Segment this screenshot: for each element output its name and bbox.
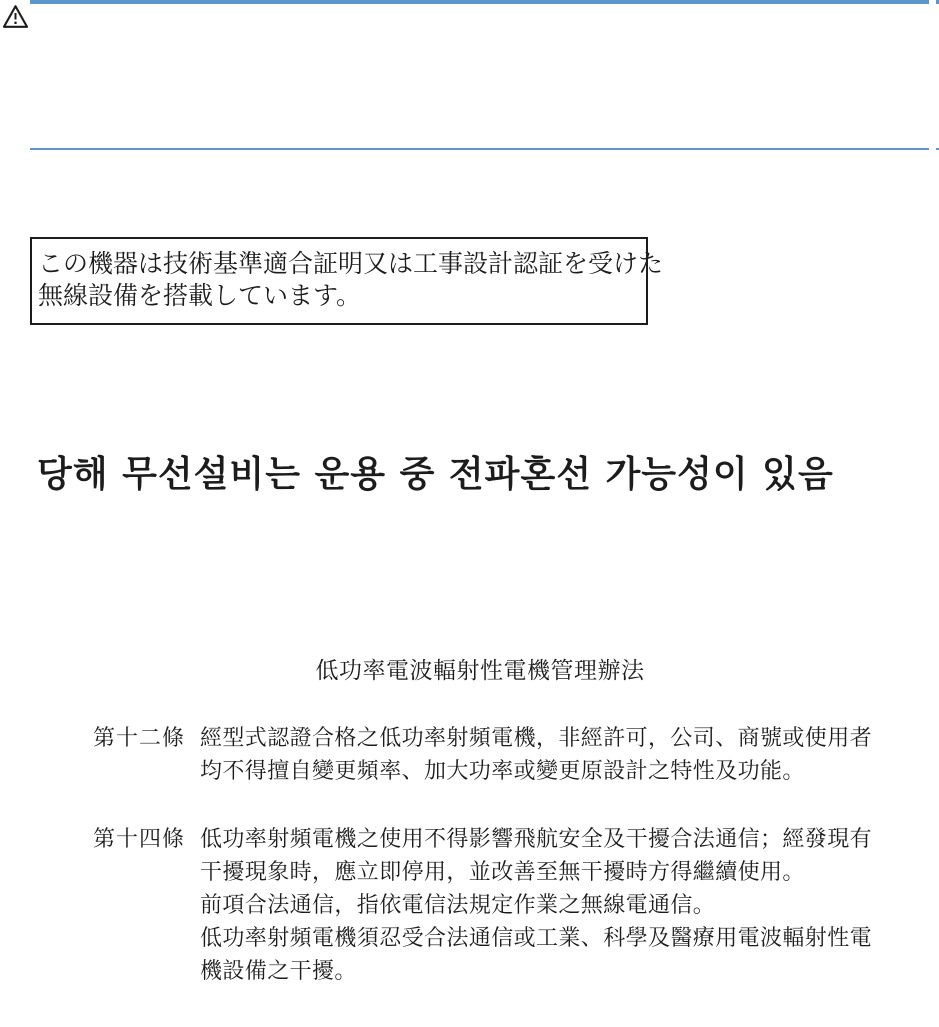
korea-radio-notice-text: 당해 무선설비는 운용 중 전파혼선 가능성이 있음 xyxy=(37,454,834,495)
article-14-body xyxy=(200,822,900,987)
taiwan-article-14 xyxy=(93,822,900,987)
japan-notice-line-1: この機器は技術基準適合証明又は工事設計認証を受けた xyxy=(38,249,664,278)
article-14-line-3: 前項合法通信，指依電信法規定作業之無線電通信。 xyxy=(200,892,716,917)
bottom-divider-rule xyxy=(30,148,929,150)
article-14-line-5: 機設備之干擾。 xyxy=(200,958,357,983)
japan-notice-line-2: 無線設備を搭載しています。 xyxy=(38,281,362,310)
article-14-line-2: 干擾現象時，應立即停用，並改善至無干擾時方得繼續使用。 xyxy=(200,859,805,884)
warning-triangle-icon xyxy=(2,4,29,29)
article-14-label: 第十四條 xyxy=(93,826,186,851)
article-12-line-2: 均不得擅自變更頻率、加大功率或變更原設計之特性及功能。 xyxy=(200,758,805,783)
article-12-label: 第十二條 xyxy=(93,725,186,750)
article-12-body xyxy=(200,721,900,787)
article-14-line-4: 低功率射頻電機須忍受合法通信或工業、科學及醫療用電波輻射性電 xyxy=(200,925,873,950)
japan-radio-notice-box xyxy=(30,237,664,325)
top-divider-rule xyxy=(30,0,929,4)
article-14-line-1: 低功率射頻電機之使用不得影響飛航安全及干擾合法通信；經發現有 xyxy=(200,826,873,851)
taiwan-article-12 xyxy=(93,721,900,787)
taiwan-regulation-title: 低功率電波輻射性電機管理辦法 xyxy=(315,658,645,683)
article-12-line-1: 經型式認證合格之低功率射頻電機，非經許可，公司、商號或使用者 xyxy=(200,725,873,750)
